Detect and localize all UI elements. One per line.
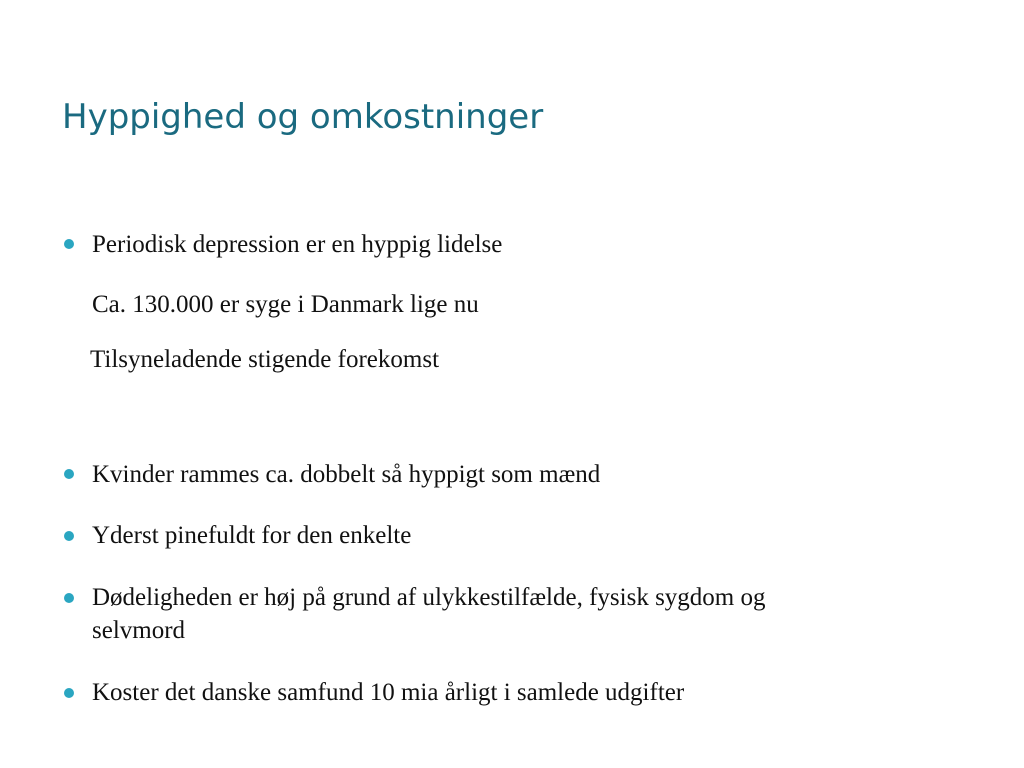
bullet-icon — [64, 688, 74, 698]
sub-line: Ca. 130.000 er syge i Danmark lige nu — [92, 291, 479, 318]
bullet-icon — [64, 469, 74, 479]
bullet-icon — [64, 593, 74, 603]
sub-line: Tilsyneladende stigende forekomst — [90, 346, 440, 373]
bullet-text: Dødeligheden er høj på grund af ulykkestilfælde, fysisk sygdom og — [92, 584, 766, 611]
bullet-text: Yderst pinefuldt for den enkelte — [92, 522, 412, 549]
bullet-text: Kvinder rammes ca. dobbelt så hyppigt som mænd — [92, 461, 601, 488]
bullet-icon — [64, 531, 74, 541]
slide-title: Hyppighed og omkostninger — [62, 97, 544, 137]
bullet-text: Periodisk depression er en hyppig lidelse — [92, 231, 503, 258]
bullet-text: Koster det danske samfund 10 mia årligt i samlede udgifter — [92, 679, 685, 706]
bullet-icon — [64, 239, 74, 249]
bullet-text-continuation: selvmord — [92, 617, 186, 644]
